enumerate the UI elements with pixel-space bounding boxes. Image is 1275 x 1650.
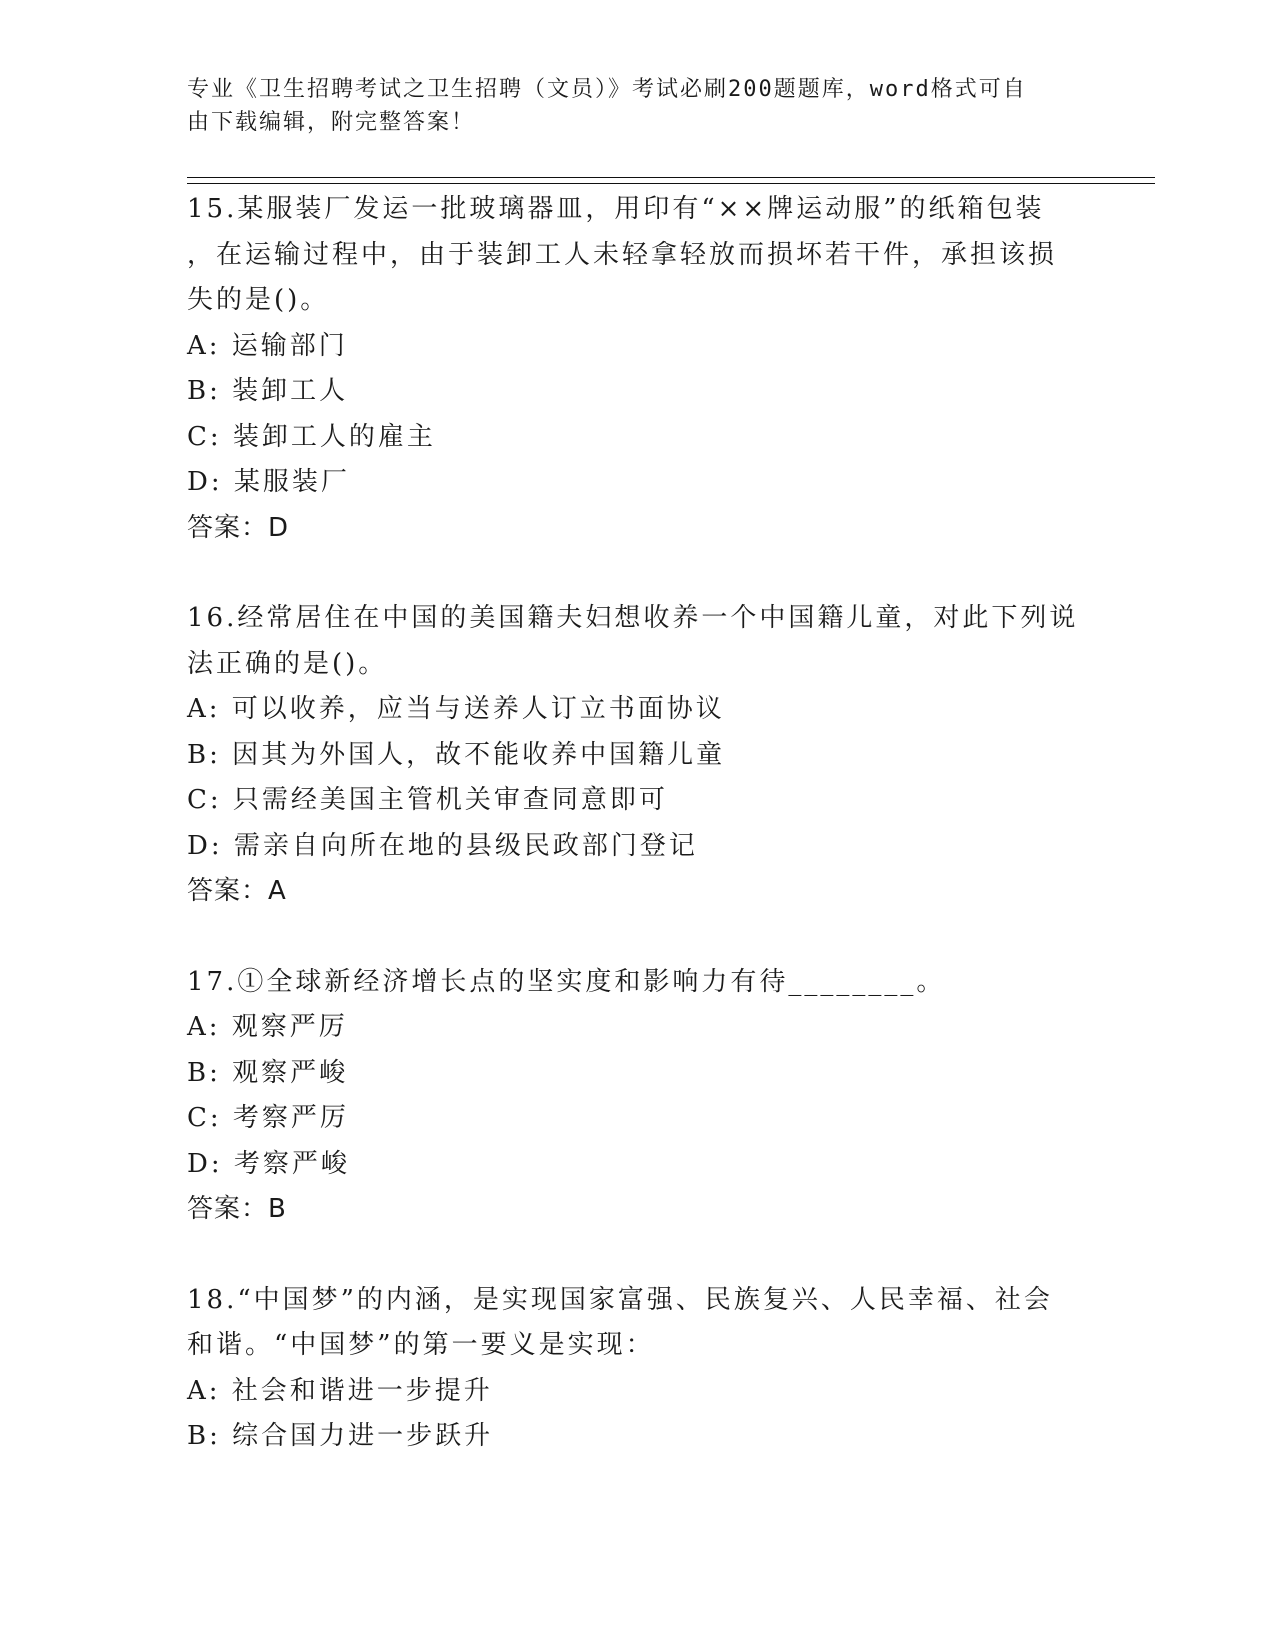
option-b: B: 装卸工人	[187, 376, 349, 406]
option-b: B: 综合国力进一步跃升	[187, 1421, 494, 1451]
header-divider-top	[187, 177, 1155, 178]
question-stem-line: ，在运输过程中，由于装卸工人未轻拿轻放而损坏若干件，承担该损	[187, 239, 1058, 270]
question-16	[187, 596, 1087, 915]
question-18	[187, 1278, 1087, 1460]
question-list	[187, 187, 1087, 1505]
option-a: A: 社会和谐进一步提升	[187, 1375, 493, 1406]
question-stem-line: 失的是()。	[187, 285, 330, 315]
document-header	[187, 73, 1067, 139]
answer-label: 答案：D	[187, 512, 290, 543]
option-b: B: 观察严峻	[187, 1057, 349, 1088]
question-stem-line: 17.①全球新经济增长点的坚实度和影响力有待________。	[187, 966, 946, 997]
option-a: A: 运输部门	[187, 330, 348, 361]
answer-label: 答案：A	[187, 876, 287, 906]
option-c: C: 考察严厉	[187, 1103, 349, 1133]
question-stem-line: 18.“中国梦”的内涵，是实现国家富强、民族复兴、人民幸福、社会	[187, 1284, 1053, 1315]
option-d: D: 某服装厂	[187, 467, 350, 497]
answer-label: 答案：B	[187, 1194, 287, 1224]
header-divider-bottom	[187, 183, 1155, 184]
option-a: A: 观察严厉	[187, 1012, 348, 1042]
option-d: D: 考察严峻	[187, 1148, 350, 1179]
option-d: D: 需亲自向所在地的县级民政部门登记	[187, 830, 698, 861]
header-line-1: 专业《卫生招聘考试之卫生招聘（文员）》考试必刷200题题库，word格式可自	[187, 77, 1027, 102]
question-stem-line: 和谐。“中国梦”的第一要义是实现：	[187, 1330, 655, 1360]
question-stem-line: 法正确的是()。	[187, 648, 388, 679]
question-17	[187, 960, 1087, 1233]
option-c: C: 只需经美国主管机关审查同意即可	[187, 785, 668, 815]
option-a: A: 可以收养，应当与送养人订立书面协议	[187, 694, 725, 724]
option-b: B: 因其为外国人，故不能收养中国籍儿童	[187, 739, 726, 770]
option-c: C: 装卸工人的雇主	[187, 421, 436, 452]
header-line-2: 由下载编辑，附完整答案！	[187, 110, 476, 135]
question-stem-line: 16.经常居住在中国的美国籍夫妇想收养一个中国籍儿童，对此下列说	[187, 603, 1079, 633]
question-15	[187, 187, 1087, 551]
question-stem-line: 15.某服装厂发运一批玻璃器皿，用印有“××牌运动服”的纸箱包装	[187, 194, 1045, 224]
